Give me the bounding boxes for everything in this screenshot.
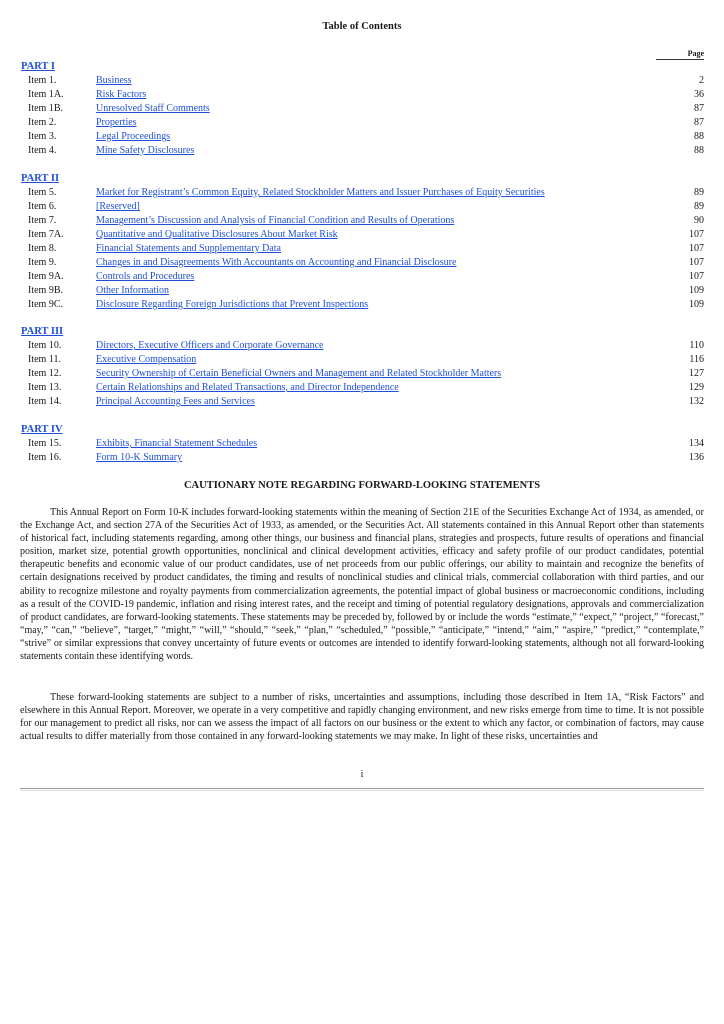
item-number: Item 4.	[28, 145, 57, 156]
page-number: 132	[689, 396, 704, 407]
page-number: 129	[689, 382, 704, 393]
page-column-header: Page	[656, 49, 704, 60]
toc-link[interactable]: Legal Proceedings	[96, 131, 171, 142]
toc-row	[20, 340, 704, 354]
toc-link[interactable]: Directors, Executive Officers and Corporate Governance	[96, 340, 324, 351]
toc-row	[20, 75, 704, 89]
toc-link[interactable]: Unresolved Staff Comments	[96, 103, 210, 114]
toc-link[interactable]: Business	[96, 75, 132, 86]
toc-link[interactable]: Management’s Discussion and Analysis of Financial Condition and Results of Operations	[96, 215, 455, 226]
part-4-heading[interactable]: PART IV	[21, 424, 63, 435]
item-number: Item 1B.	[28, 103, 63, 114]
item-number: Item 12.	[28, 368, 62, 379]
page-divider	[20, 788, 704, 791]
part-3-heading[interactable]: PART III	[21, 326, 64, 337]
toc-row	[20, 382, 704, 396]
page-number: 136	[689, 452, 704, 463]
item-number: Item 9C.	[28, 299, 63, 310]
page-number: 134	[689, 438, 704, 449]
item-number: Item 7A.	[28, 229, 64, 240]
page-number: 89	[694, 187, 704, 198]
toc-link[interactable]: Quantitative and Qualitative Disclosures About Market Risk	[96, 229, 338, 240]
toc-row	[20, 103, 704, 117]
toc-link[interactable]: Financial Statements and Supplementary Data	[96, 243, 281, 254]
page-number: 107	[689, 229, 704, 240]
toc-link[interactable]: Other Information	[96, 285, 170, 296]
toc-row	[20, 396, 704, 410]
toc-link[interactable]: Controls and Procedures	[96, 271, 195, 282]
cautionary-paragraph-2: These forward-looking statements are subject to a number of risks, uncertainties and assumptions, including those described in Item 1A, “Risk Factors” and elsewhere in this Annual Report. Moreover, we operate in a very competitive and rapidly changing environment, and new risks emerge from time to time. It is not possible for our management to predict all risks, nor can we assess the impact of all factors on our business or the extent to which any factor, or combination of factors, may cause actual results to differ materially from those contained in any forward-looking statements we may make. In light of these risks, uncertainties and	[20, 692, 704, 743]
page-number: 109	[689, 285, 704, 296]
toc-row	[20, 299, 704, 313]
toc-link[interactable]: Properties	[96, 117, 137, 128]
item-number: Item 13.	[28, 382, 62, 393]
toc-link[interactable]: [Reserved]	[96, 201, 140, 212]
cautionary-paragraph-1: This Annual Report on Form 10-K includes forward-looking statements within the meaning of Section 21E of the Securities Exchange Act of 1934, as amended, or the Exchange Act, and section 27A of the Securities Act of 1933, as amended, or the Securities Act. All statements contained in this Annual Report other than statements of historical fact, including statements regarding, among other things, our business and financial plans, strategies and prospects, future results of operations and financial position, market size, potential growth opportunities, nonclinical and clinical development activities, efficacy and safety profile of our product candidates, potential therapeutic benefits and economic value of our product candidates, use of net proceeds from our public offerings, our ability to maintain and recognize the benefits of certain designations received by product candidates, the timing and results of nonclinical studies and clinical trials, commercial collaboration with third parties, and our ability to recognize milestone and royalty payments from commercialization agreements, the potential impact of global business or macroeconomic conditions, including as a result of the COVID-19 pandemic, inflation and rising interest rates, and the receipt and timing of potential regulatory designations, approvals and commercialization of product candidates, are forward-looking statements. These statements may be preceded by, followed by or include the words “estimate,” “expect,” “project,” “forecast,” “may,” “can,” “believe”, “target,” “might,” “will,” “should,” “seek,” “plan,” “scheduled,” “possible,” “anticipate,” “intend,” “aim,” “aspire,” “predict,” “contemplate,” “strive” or similar expressions that convey uncertainty of future events or outcomes are intended to identify forward-looking statements, although not all forward-looking statements contain these identifying words.	[20, 507, 704, 663]
item-number: Item 16.	[28, 452, 62, 463]
item-number: Item 1A.	[28, 89, 64, 100]
item-number: Item 7.	[28, 215, 57, 226]
page-number: 107	[689, 257, 704, 268]
item-number: Item 11.	[28, 354, 61, 365]
toc-row	[20, 438, 704, 452]
toc-link[interactable]: Changes in and Disagreements With Accountants on Accounting and Financial Disclosure	[96, 257, 457, 268]
toc-row	[20, 368, 704, 382]
item-number: Item 6.	[28, 201, 57, 212]
page-number: 2	[699, 75, 704, 86]
toc-row	[20, 89, 704, 103]
toc-row	[20, 215, 704, 229]
page-number: 88	[694, 131, 704, 142]
page-number: 87	[694, 117, 704, 128]
toc-row	[20, 243, 704, 257]
item-number: Item 9B.	[28, 285, 63, 296]
page-number: 110	[689, 340, 704, 351]
part-1-heading[interactable]: PART I	[21, 61, 55, 72]
toc-row	[20, 257, 704, 271]
item-number: Item 2.	[28, 117, 57, 128]
item-number: Item 8.	[28, 243, 57, 254]
page-number-footer: i	[360, 769, 364, 780]
toc-link[interactable]: Form 10-K Summary	[96, 452, 183, 463]
page-number: 87	[694, 103, 704, 114]
page-number: 109	[689, 299, 704, 310]
toc-link[interactable]: Exhibits, Financial Statement Schedules	[96, 438, 258, 449]
page-number: 36	[694, 89, 704, 100]
page-number: 88	[694, 145, 704, 156]
page-number: 89	[694, 201, 704, 212]
toc-row	[20, 452, 704, 466]
toc-row	[20, 229, 704, 243]
toc-link[interactable]: Disclosure Regarding Foreign Jurisdictions that Prevent Inspections	[96, 299, 369, 310]
toc-row	[20, 187, 704, 201]
toc-link[interactable]: Risk Factors	[96, 89, 147, 100]
item-number: Item 3.	[28, 131, 57, 142]
part-2-heading[interactable]: PART II	[21, 173, 60, 184]
page-number: 116	[689, 354, 704, 365]
toc-row	[20, 201, 704, 215]
item-number: Item 14.	[28, 396, 62, 407]
page-number: 90	[694, 215, 704, 226]
toc-row	[20, 131, 704, 145]
toc-row	[20, 354, 704, 368]
toc-link[interactable]: Mine Safety Disclosures	[96, 145, 195, 156]
item-number: Item 15.	[28, 438, 62, 449]
toc-title: Table of Contents	[322, 21, 402, 32]
item-number: Item 1.	[28, 75, 57, 86]
toc-link[interactable]: Market for Registrant’s Common Equity, Related Stockholder Matters and Issuer Purchases of Equity Securities	[96, 187, 545, 198]
page-number: 107	[689, 271, 704, 282]
page-number: 127	[689, 368, 704, 379]
page-number: 107	[689, 243, 704, 254]
item-number: Item 10.	[28, 340, 62, 351]
item-number: Item 9A.	[28, 271, 64, 282]
item-number: Item 9.	[28, 257, 57, 268]
toc-row	[20, 271, 704, 285]
toc-link[interactable]: Executive Compensation	[96, 354, 197, 365]
toc-row	[20, 117, 704, 131]
toc-row	[20, 145, 704, 159]
toc-link[interactable]: Security Ownership of Certain Beneficial Owners and Management and Related Stockholder Matters	[96, 368, 502, 379]
item-number: Item 5.	[28, 187, 57, 198]
toc-row	[20, 285, 704, 299]
toc-link[interactable]: Certain Relationships and Related Transactions, and Director Independence	[96, 382, 399, 393]
toc-link[interactable]: Principal Accounting Fees and Services	[96, 396, 255, 407]
cautionary-note-title: CAUTIONARY NOTE REGARDING FORWARD-LOOKING STATEMENTS	[183, 480, 541, 491]
